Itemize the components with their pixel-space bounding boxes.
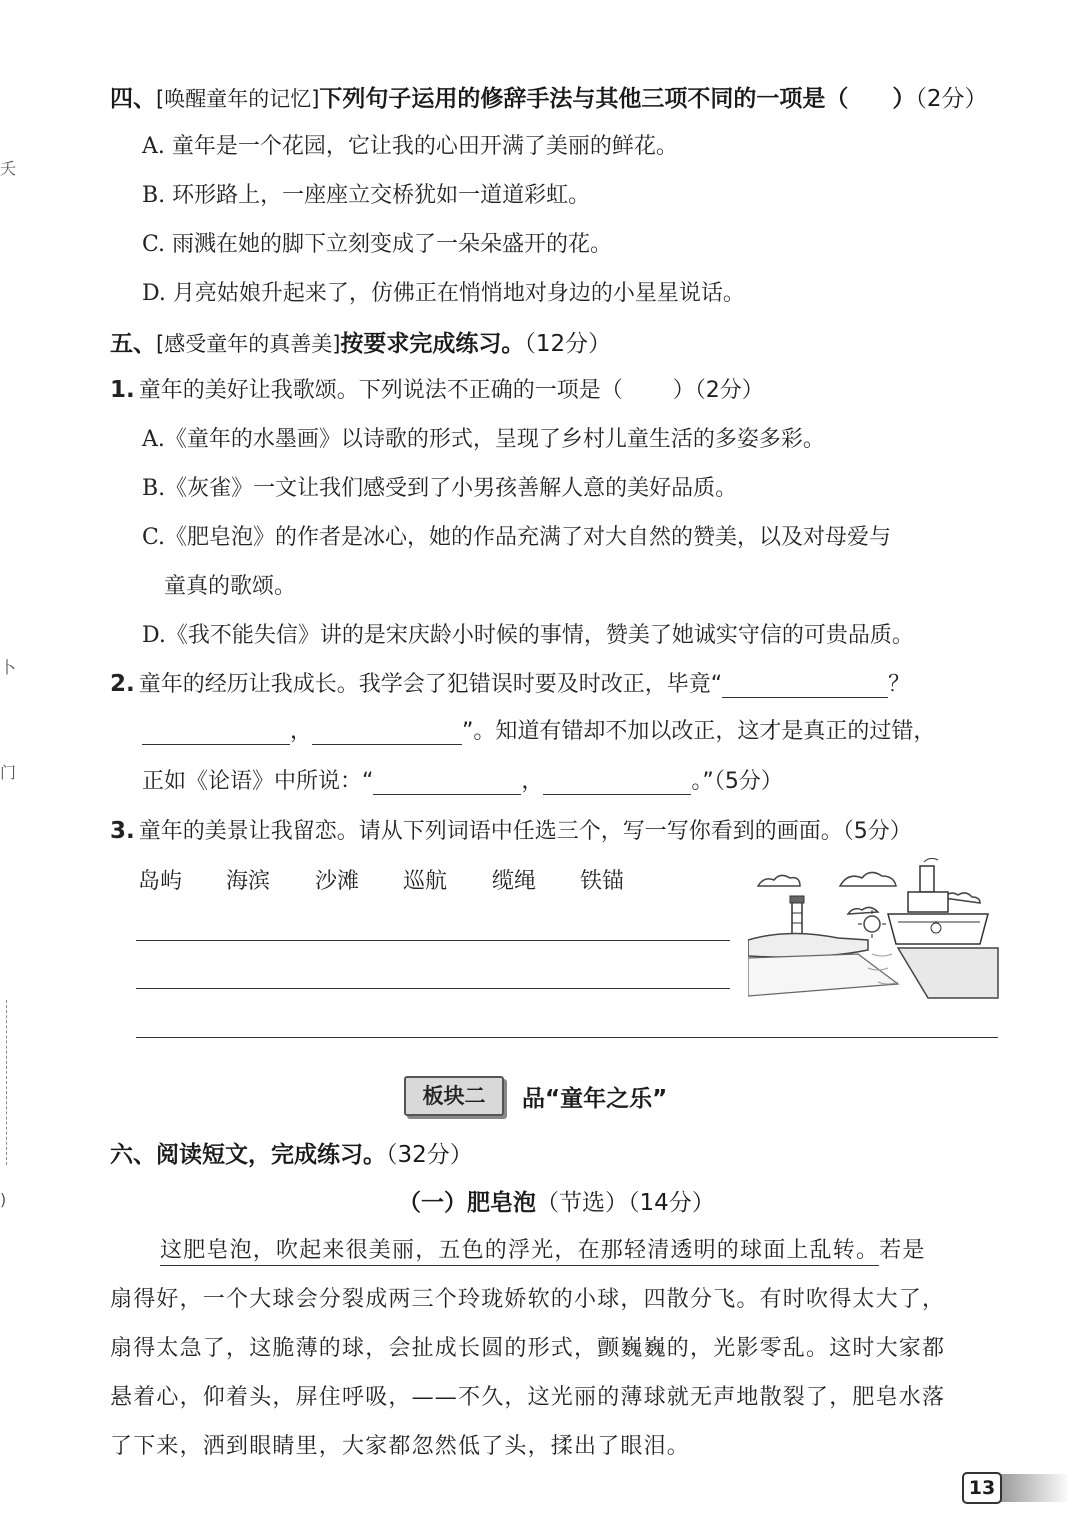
comma: ，: [521, 769, 544, 794]
question-5-heading: [110, 325, 611, 358]
score: （2分）: [915, 86, 988, 112]
score: （5分）: [713, 769, 783, 794]
option-b: B.《灰雀》一文让我们感受到了小男孩善解人意的美好品质。: [142, 476, 738, 501]
word-option: 海滨: [226, 869, 271, 894]
pier: [898, 948, 998, 998]
option-a: A. 童年是一个花园，它让我的心田开满了美丽的鲜花。: [142, 134, 678, 159]
sub-number: 1.: [110, 377, 135, 403]
sub-question-2-line-2: [142, 714, 935, 745]
passage-number: （一）: [398, 1190, 467, 1216]
word-option: 沙滩: [315, 869, 360, 894]
sub-text: 童年的美好让我歌颂。下列说法不正确的一项是（: [138, 378, 623, 403]
passage-line: 扇得好，一个大球会分裂成两三个玲珑娇软的小球，四散分飞。有时吹得太大了，: [110, 1287, 946, 1312]
score: （32分）: [386, 1142, 473, 1168]
sub-question-1: [110, 373, 764, 404]
page-number-tab: [1000, 1474, 1070, 1502]
option-c-continued: 童真的歌颂。: [164, 574, 297, 599]
sub-question-3: [110, 814, 912, 845]
sub-number: 3.: [110, 818, 135, 844]
cloud-icon: [848, 907, 878, 914]
option-c: C. 雨溅在她的脚下立刻变成了一朵朵盛开的花。: [142, 232, 613, 257]
passage-text: 若是: [879, 1238, 926, 1263]
lighthouse-icon: [790, 896, 804, 936]
question-tag: [感受童年的真善美]: [156, 332, 341, 356]
question-text: 下列句子运用的修辞手法与其他三项不同的一项是（: [319, 86, 849, 112]
question-4-heading: [110, 80, 988, 113]
paren-close: ）: [892, 86, 916, 112]
edge-mark: ): [0, 1190, 7, 1209]
passage-title: [398, 1184, 715, 1217]
cloud-icon: [944, 893, 980, 903]
sun-icon: [864, 916, 880, 932]
edge-mark: 卜: [0, 658, 17, 677]
passage-note: （节选）: [536, 1190, 628, 1216]
section-label: 板块二: [404, 1076, 504, 1116]
fill-blank[interactable]: [142, 718, 290, 745]
question-number: 四、: [110, 86, 156, 112]
sub-text: ”。知道有错却不加以改正，这才是真正的过错，: [462, 719, 936, 744]
option-d: D. 月亮姑娘升起来了，仿佛正在悄悄地对身边的小星星说话。: [142, 281, 745, 306]
writing-line[interactable]: [136, 940, 730, 941]
score: （12分）: [524, 331, 612, 357]
passage-name: 肥皂泡: [467, 1190, 536, 1216]
island-shore: [748, 933, 868, 957]
sub-text: 童年的美景让我留恋。请从下列词语中任选三个，写一写你看到的画面。: [138, 819, 843, 844]
fill-blank[interactable]: [312, 718, 462, 745]
writing-line[interactable]: [136, 988, 730, 989]
sub-question-2-line-3: [142, 764, 783, 795]
fill-blank[interactable]: [722, 671, 888, 698]
question-text: 按要求完成练习。: [340, 331, 525, 357]
question-mark: ？: [888, 672, 911, 697]
quote-end: 。”: [691, 769, 714, 794]
underlined-sentence: 这肥皂泡，吹起来很美丽，五色的浮光，在那轻清透明的球面上乱转。: [160, 1238, 879, 1266]
option-c: C.《肥皂泡》的作者是冰心，她的作品充满了对大自然的赞美，以及对母爱与: [142, 525, 892, 550]
sub-text: 童年的经历让我成长。我学会了犯错误时要及时改正，毕竟“: [138, 672, 723, 697]
cut-line: [2, 1000, 7, 1165]
beach: [748, 954, 898, 996]
question-tag: [唤醒童年的记忆]: [156, 87, 320, 111]
question-number: 五、: [110, 331, 156, 357]
question-text: 阅读短文，完成练习。: [156, 1142, 386, 1168]
word-option: 岛屿: [138, 869, 183, 894]
cloud-icon: [758, 875, 800, 886]
question-number: 六、: [110, 1142, 156, 1168]
sub-number: 2.: [110, 671, 135, 697]
paren-close: ）: [672, 378, 695, 403]
section-title: 品“童年之乐”: [522, 1086, 668, 1112]
question-6-heading: [110, 1136, 473, 1169]
fill-blank[interactable]: [373, 768, 521, 795]
fill-blank[interactable]: [543, 768, 691, 795]
option-a: A.《童年的水墨画》以诗歌的形式，呈现了乡村儿童生活的多姿多彩。: [142, 427, 825, 452]
sub-text: 正如《论语》中所说：“: [142, 769, 374, 794]
option-b: B. 环形路上，一座座立交桥犹如一道道彩虹。: [142, 183, 591, 208]
passage-line: 悬着心，仰着头，屏住呼吸，——不久，这光丽的薄球就无声地散裂了，肥皂水落: [110, 1385, 946, 1410]
passage-line: 扇得太急了，这脆薄的球，会扯成长圆的形式，颤巍巍的，光影零乱。这时大家都: [110, 1336, 946, 1361]
page-number: 13: [962, 1472, 1002, 1504]
edge-mark: 夭: [0, 159, 17, 178]
harbor-illustration: [748, 858, 1002, 1004]
score: （14分）: [628, 1190, 715, 1216]
option-d: D.《我不能失信》讲的是宋庆龄小时候的事情，赞美了她诚实守信的可贵品质。: [142, 623, 914, 648]
edge-mark: 门: [0, 763, 17, 782]
sub-question-2: [110, 667, 910, 698]
comma: ，: [290, 719, 313, 744]
word-option: 铁锚: [580, 869, 625, 894]
passage-line: 了下来，洒到眼睛里，大家都忽然低了头，揉出了眼泪。: [110, 1434, 691, 1459]
writing-line[interactable]: [136, 1037, 998, 1038]
cloud-icon: [840, 872, 896, 886]
score: （2分）: [694, 378, 764, 403]
score: （5分）: [842, 819, 912, 844]
passage-line-1: [160, 1233, 926, 1264]
word-option: 缆绳: [492, 869, 537, 894]
word-option: 巡航: [403, 869, 448, 894]
